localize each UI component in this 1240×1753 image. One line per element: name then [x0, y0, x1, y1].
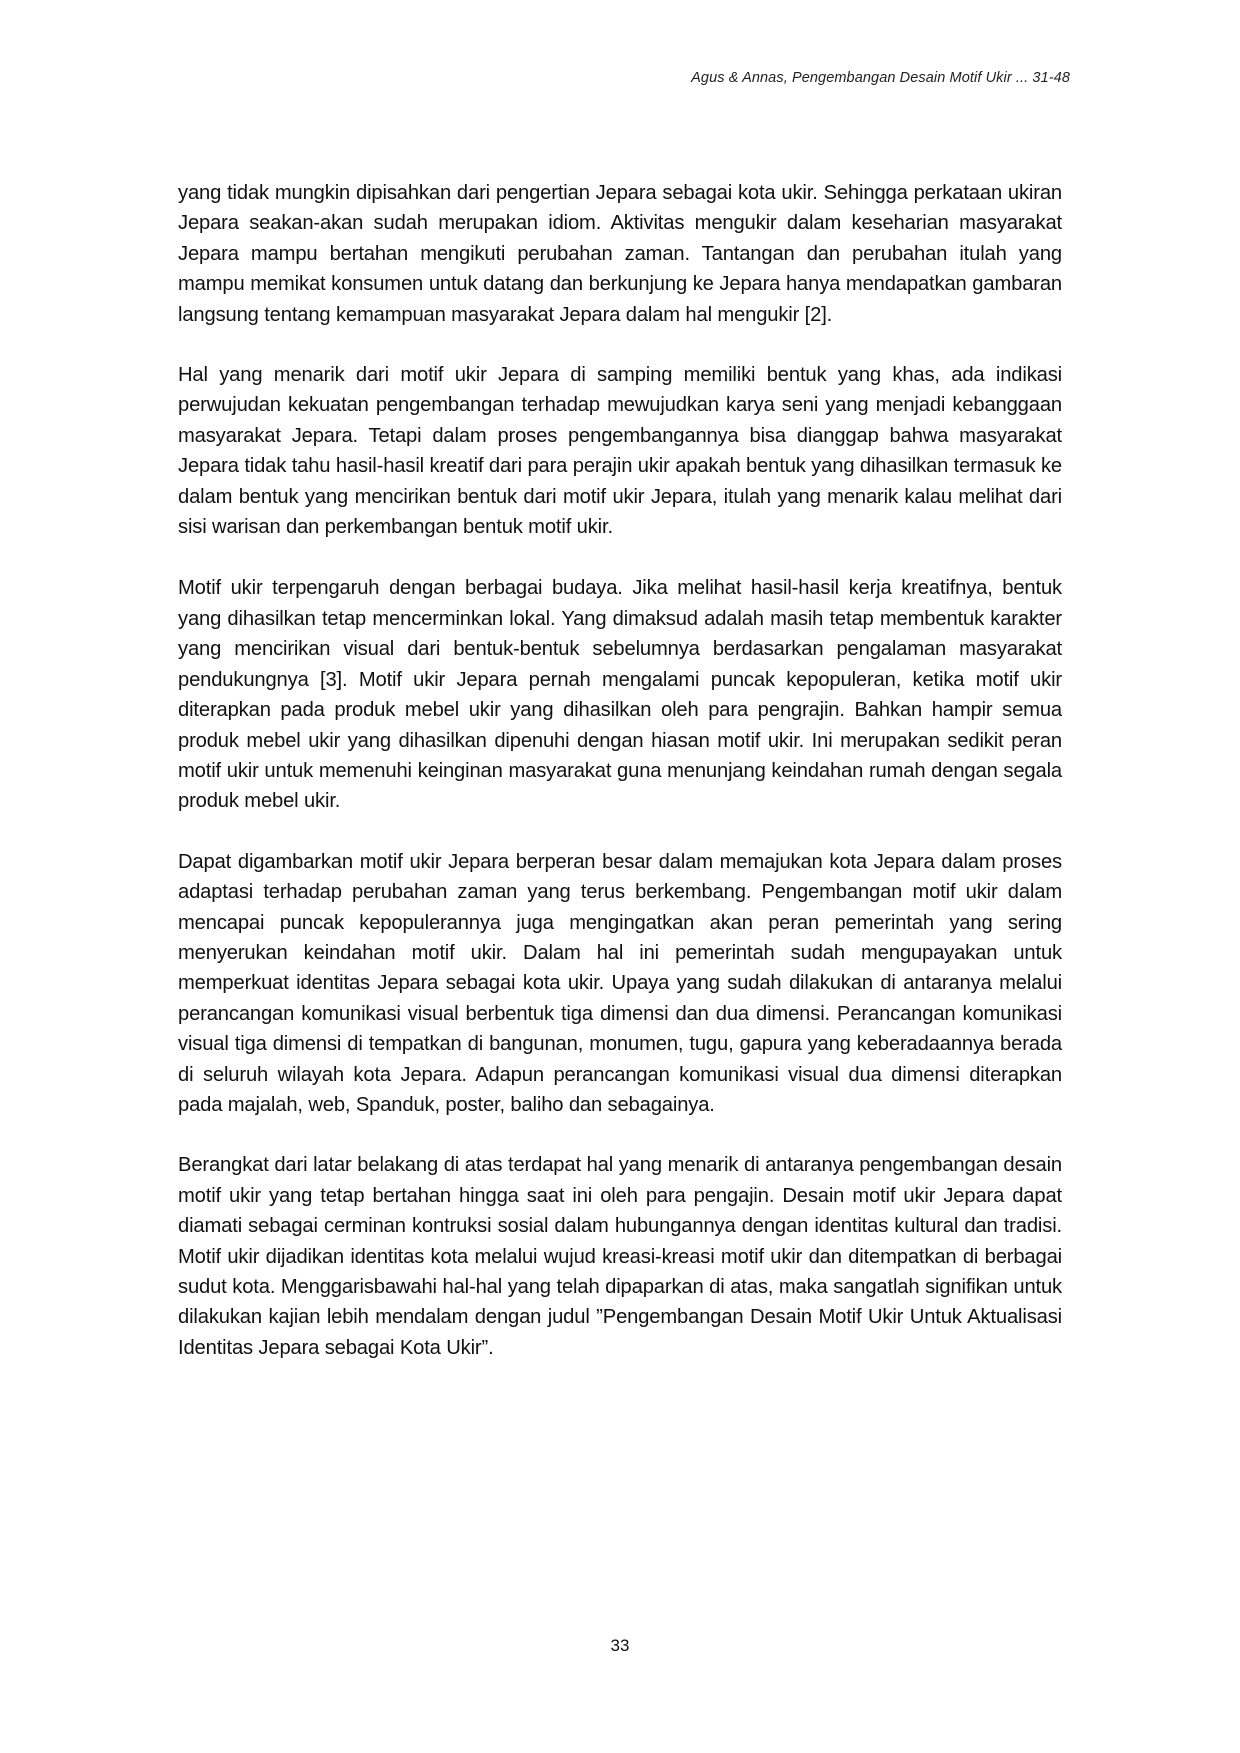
body-text: [178, 178, 1062, 1393]
paragraph: Dapat digambarkan motif ukir Jepara berperan besar dalam memajukan kota Jepara dalam proses adaptasi terhadap perubahan zaman yang terus berkembang. Pengembangan motif ukir dalam mencapai puncak kepopulerannya juga mengingatkan akan peran pemerintah yang sering menyerukan keindahan motif ukir. Dalam hal ini pemerintah sudah mengupayakan untuk memperkuat identitas Jepara sebagai kota ukir. Upaya yang sudah dilakukan di antaranya melalui perancangan komunikasi visual berbentuk tiga dimensi dan dua dimensi. Perancangan komunikasi visual tiga dimensi di tempatkan di bangunan, monumen, tugu, gapura yang keberadaannya berada di seluruh wilayah kota Jepara. Adapun perancangan komunikasi visual dua dimensi diterapkan pada majalah, web, Spanduk, poster, baliho dan sebagainya.: [178, 850, 1062, 1116]
page-number: 33: [610, 1636, 630, 1655]
paragraph: Hal yang menarik dari motif ukir Jepara di samping memiliki bentuk yang khas, ada indikasi perwujudan kekuatan pengembangan terhadap mewujudkan karya seni yang menjadi kebanggaan masyarakat Jepara. Tetapi dalam proses pengembangannya bisa dianggap bahwa masyarakat Jepara tidak tahu hasil-hasil kreatif dari para perajin ukir apakah bentuk yang dihasilkan termasuk ke dalam bentuk yang mencirikan bentuk dari motif ukir Jepara, itulah yang menarik kalau melihat dari sisi warisan dan perkembangan bentuk motif ukir.: [178, 364, 1062, 539]
running-header: Agus & Annas, Pengembangan Desain Motif Ukir ... 31-48: [691, 70, 1070, 86]
paragraph: Motif ukir terpengaruh dengan berbagai budaya. Jika melihat hasil-hasil kerja kreatifnya, bentuk yang dihasilkan tetap mencerminkan lokal. Yang dimaksud adalah masih tetap membentuk karakter yang mencirikan visual dari bentuk-bentuk sebelumnya berdasarkan pengalaman masyarakat pendukungnya [3]. Motif ukir Jepara pernah mengalami puncak kepopuleran, ketika motif ukir diterapkan pada produk mebel ukir yang dihasilkan oleh para pengrajin. Bahkan hampir semua produk mebel ukir yang dihasilkan dipenuhi dengan hiasan motif ukir. Ini merupakan sedikit peran motif ukir untuk memenuhi keinginan masyarakat guna menunjang keindahan rumah dengan segala produk mebel ukir.: [178, 577, 1062, 813]
paragraph: yang tidak mungkin dipisahkan dari pengertian Jepara sebagai kota ukir. Sehingga perkataan ukiran Jepara seakan-akan sudah merupakan idiom. Aktivitas mengukir dalam keseharian masyarakat Jepara mampu bertahan mengikuti perubahan zaman. Tantangan dan perubahan itulah yang mampu memikat konsumen untuk datang dan berkunjung ke Jepara hanya mendapatkan gambaran langsung tentang kemampuan masyarakat Jepara dalam hal mengukir [2].: [178, 182, 1062, 326]
paragraph: Berangkat dari latar belakang di atas terdapat hal yang menarik di antaranya pengembangan desain motif ukir yang tetap bertahan hingga saat ini oleh para pengajin. Desain motif ukir Jepara dapat diamati sebagai cerminan kontruksi sosial dalam hubungannya dengan identitas kultural dan tradisi. Motif ukir dijadikan identitas kota melalui wujud kreasi-kreasi motif ukir dan ditempatkan di berbagai sudut kota. Menggarisbawahi hal-hal yang telah dipaparkan di atas, maka sangatlah signifikan untuk dilakukan kajian lebih mendalam dengan judul ”Pengembangan Desain Motif Ukir Untuk Aktualisasi Identitas Jepara sebagai Kota Ukir”.: [178, 1154, 1062, 1359]
